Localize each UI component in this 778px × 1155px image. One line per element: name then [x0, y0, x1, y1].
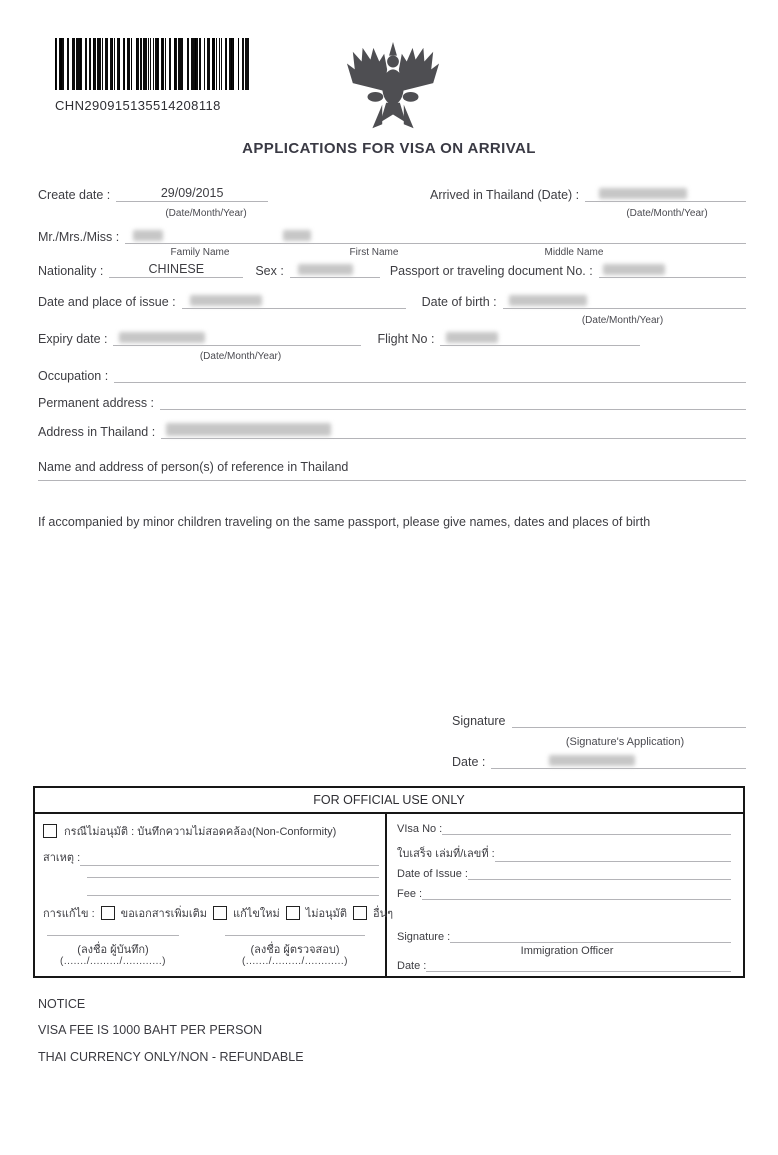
- official-use-box: [33, 786, 745, 978]
- receipt-row: [397, 844, 731, 862]
- middle-name-hint: Middle Name: [544, 247, 604, 258]
- receipt-line: [495, 849, 731, 862]
- recorder-sign-label: (ลงชื่อ ผู้บันทึก): [77, 944, 149, 956]
- issue-birth-row: [38, 293, 746, 309]
- create-date-line: [116, 186, 268, 202]
- correction-option-documents-label: ขอเอกสารเพิ่มเติม: [120, 908, 208, 920]
- official-left-cell: [35, 814, 394, 976]
- examiner-date-dots: (......./........./............): [241, 956, 348, 967]
- officer-date-line: [426, 959, 731, 972]
- recorder-signature-line: [47, 935, 179, 936]
- issue-label: Date and place of issue :: [38, 295, 176, 309]
- issue-date-line: [468, 867, 731, 880]
- create-date-format-hint: (Date/Month/Year): [165, 208, 247, 219]
- reference-line: [38, 480, 746, 481]
- signature-date-line: [491, 753, 746, 769]
- passport-line: [599, 262, 746, 278]
- notice-fee-line: VISA FEE IS 1000 BAHT PER PERSON: [38, 1023, 263, 1037]
- garuda-emblem-icon: [338, 40, 448, 138]
- examiner-signature-line: [225, 935, 365, 936]
- fee-line: [422, 887, 731, 900]
- reason-line: [80, 853, 379, 866]
- visa-no-line: [442, 822, 731, 835]
- officer-title: Immigration Officer: [520, 945, 614, 957]
- fee-row: [397, 887, 731, 900]
- correction-option-rejected-label: ไม่อนุมัติ: [305, 908, 348, 920]
- officer-signature-line: [450, 930, 731, 943]
- expiry-label: Expiry date :: [38, 332, 108, 346]
- page-title: APPLICATIONS FOR VISA ON ARRIVAL: [242, 140, 536, 157]
- redacted-arrived-date: [599, 188, 687, 199]
- minor-children-note: If accompanied by minor children traveling on the same passport, please give names, dates and places of birth: [38, 515, 651, 529]
- officer-date-label: Date :: [397, 960, 427, 972]
- create-date-label: Create date :: [38, 188, 111, 202]
- correction-row: [43, 904, 393, 922]
- flight-label: Flight No :: [377, 332, 435, 346]
- reason-line-2: [87, 877, 379, 878]
- nationality-label: Nationality :: [38, 264, 104, 278]
- non-conformity-label: กรณีไม่อนุมัติ : บันทึกความไม่สอดคล้อง(Non-Conformity): [64, 826, 337, 838]
- redacted-first-name: [283, 230, 311, 241]
- non-conformity-row: [43, 822, 336, 840]
- correction-option-other-label: อื่นๆ: [373, 908, 394, 920]
- redacted-family-name: [133, 230, 163, 241]
- permanent-address-line: [160, 394, 746, 410]
- name-line: [125, 228, 746, 244]
- notice-title: NOTICE: [38, 997, 86, 1011]
- correction-option-rejected-checkbox[interactable]: [286, 906, 300, 920]
- issue-date-row: [397, 867, 731, 880]
- permanent-address-row: [38, 394, 746, 410]
- official-use-header: FOR OFFICIAL USE ONLY: [35, 788, 743, 814]
- arrived-date-line: [585, 186, 746, 202]
- officer-date-row: [397, 959, 731, 972]
- expiry-flight-row: [38, 330, 746, 346]
- official-right-cell: [387, 814, 743, 976]
- signature-date-row: [452, 753, 746, 769]
- correction-option-redo-label: แก้ไขใหม่: [233, 908, 280, 920]
- redacted-issue: [190, 295, 262, 306]
- dob-line: [503, 293, 746, 309]
- nationality-line: [109, 262, 243, 278]
- create-date-value: 29/09/2015: [160, 186, 224, 200]
- issue-date-label: Date of Issue :: [397, 868, 468, 880]
- arrived-date-label: Arrived in Thailand (Date) :: [430, 188, 580, 202]
- correction-option-other-checkbox[interactable]: [353, 906, 367, 920]
- redacted-dob: [509, 295, 587, 306]
- signature-hint: (Signature's Application): [565, 736, 685, 748]
- recorder-date-dots: (......./........./............): [59, 956, 166, 967]
- correction-label: การแก้ไข :: [43, 908, 95, 920]
- thailand-address-label: Address in Thailand :: [38, 425, 156, 439]
- barcode-image: [55, 38, 250, 90]
- family-name-hint: Family Name: [170, 247, 230, 258]
- occupation-label: Occupation :: [38, 369, 109, 383]
- reason-row: [43, 848, 379, 866]
- receipt-label: ใบเสร็จ เล่มที่/เลขที่ :: [397, 848, 495, 860]
- signature-label: Signature: [452, 714, 506, 728]
- redacted-flight-no: [446, 332, 498, 343]
- nationality-sex-passport-row: [38, 262, 746, 278]
- examiner-sign-label: (ลงชื่อ ผู้ตรวจสอบ): [250, 944, 340, 956]
- reason-line-3: [87, 895, 379, 896]
- visa-no-label: VIsa No :: [397, 823, 443, 835]
- notice-currency-line: THAI CURRENCY ONLY/NON - REFUNDABLE: [38, 1050, 304, 1064]
- redacted-expiry: [119, 332, 205, 343]
- correction-option-redo-checkbox[interactable]: [213, 906, 227, 920]
- sex-line: [290, 262, 380, 278]
- correction-option-documents-checkbox[interactable]: [101, 906, 115, 920]
- name-row: [38, 228, 746, 244]
- occupation-row: [38, 367, 746, 383]
- signature-row: [452, 712, 746, 728]
- thailand-address-line: [161, 423, 746, 439]
- fee-label: Fee :: [397, 888, 423, 900]
- barcode-number: CHN290915135514208118: [55, 98, 221, 113]
- redacted-thailand-address: [166, 423, 331, 436]
- officer-signature-row: [397, 930, 731, 943]
- passport-label: Passport or traveling document No. :: [389, 264, 593, 278]
- redacted-signature-date: [549, 755, 635, 766]
- thailand-address-row: [38, 423, 746, 439]
- flight-line: [440, 330, 640, 346]
- occupation-line: [114, 367, 746, 383]
- non-conformity-checkbox[interactable]: [43, 824, 57, 838]
- dob-format-hint: (Date/Month/Year): [581, 315, 664, 326]
- signature-date-label: Date :: [452, 755, 486, 769]
- arrived-date-row: [430, 186, 746, 202]
- reference-label: Name and address of person(s) of reference in Thailand: [38, 460, 349, 474]
- name-label: Mr./Mrs./Miss :: [38, 230, 120, 244]
- permanent-address-label: Permanent address :: [38, 396, 155, 410]
- first-name-hint: First Name: [349, 247, 399, 258]
- arrived-date-format-hint: (Date/Month/Year): [626, 208, 708, 219]
- dob-label: Date of birth :: [421, 295, 497, 309]
- create-date-row: [38, 186, 268, 202]
- reason-label: สาเหตุ :: [43, 852, 81, 864]
- officer-signature-label: Signature :: [397, 931, 451, 943]
- visa-no-row: [397, 822, 731, 835]
- redacted-sex: [298, 264, 353, 275]
- expiry-line: [113, 330, 361, 346]
- expiry-format-hint: (Date/Month/Year): [199, 351, 282, 362]
- redacted-passport-no: [603, 264, 665, 275]
- sex-label: Sex :: [255, 264, 284, 278]
- nationality-value: CHINESE: [148, 262, 205, 276]
- signature-line: [512, 712, 746, 728]
- issue-line: [182, 293, 406, 309]
